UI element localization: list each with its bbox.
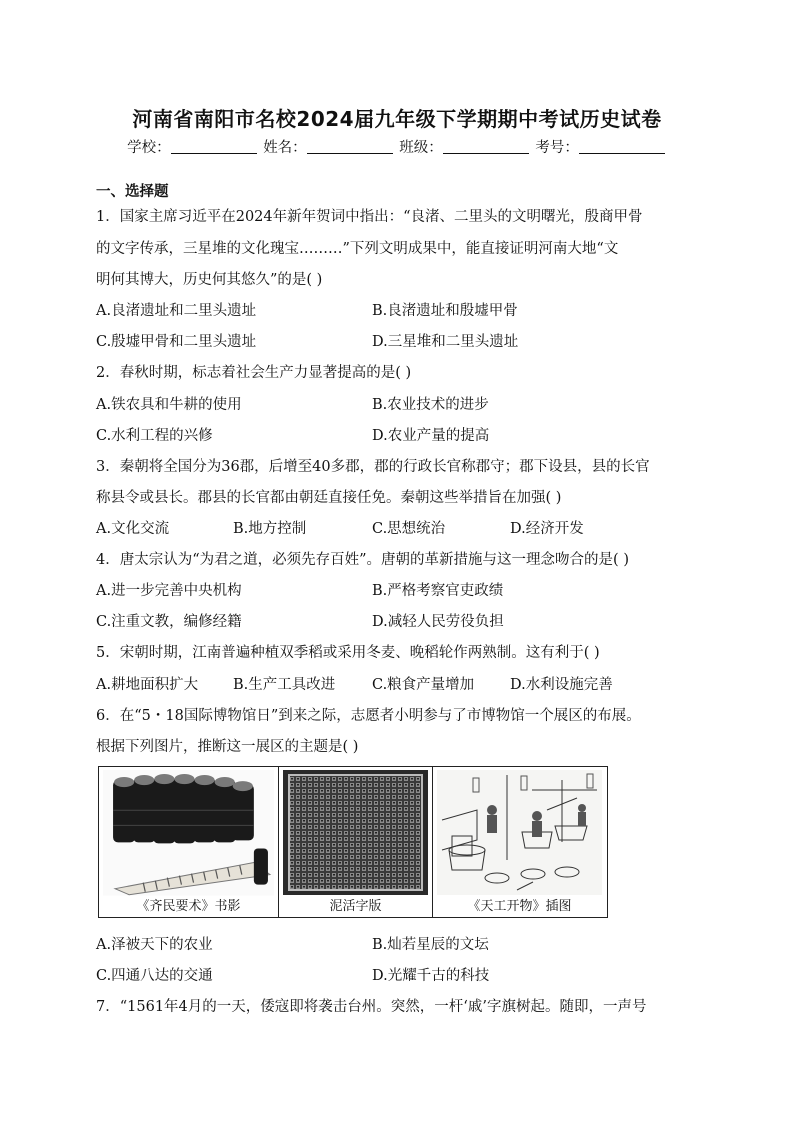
- number-blank: [579, 139, 665, 154]
- figure-panel-qiminyaoshu: [99, 767, 279, 917]
- q3-option-b: B.地方控制: [233, 521, 307, 537]
- name-label: 姓名：: [263, 140, 307, 156]
- q1-line3: 明何其博大，历史何其悠久”的是( ): [96, 272, 323, 288]
- q4-line1: 4．唐太宗认为“为君之道，必须先存百姓”。唐朝的革新措施与这一理念吻合的是( ): [96, 552, 629, 568]
- figure-panel-tiangong: [433, 767, 606, 917]
- school-label: 学校：: [127, 140, 171, 156]
- q6-line2: 根据下列图片，推断这一展区的主题是( ): [96, 739, 359, 755]
- school-blank: [171, 139, 257, 154]
- q6-line1: 6．在“5・18国际博物馆日”到来之际，志愿者小明参与了市博物馆一个展区的布展。: [96, 708, 641, 724]
- q6-figure: [98, 766, 608, 918]
- section-heading: 一、选择题: [96, 184, 169, 200]
- number-label: 考号：: [535, 140, 579, 156]
- caption-qiminyaoshu: 《齐民要术》书影: [136, 899, 241, 914]
- q5-option-c: C.粮食产量增加: [372, 677, 475, 693]
- q2-option-b: B.农业技术的进步: [372, 397, 489, 413]
- q1-option-b: B.良渚遗址和殷墟甲骨: [372, 303, 518, 319]
- q1-line1: 1．国家主席习近平在2024年新年贺词中指出：“良渚、二里头的文明曙光，殷商甲骨: [96, 209, 643, 225]
- q3-line2: 称县令或县长。郡县的长官都由朝廷直接任免。秦朝这些举措旨在加强( ): [96, 490, 562, 506]
- q4-option-b: B.严格考察官吏政绩: [372, 583, 504, 599]
- q2-option-d: D.农业产量的提高: [372, 428, 490, 444]
- q1-option-a: A.良渚遗址和二里头遗址: [96, 303, 257, 319]
- q4-option-d: D.减轻人民劳役负担: [372, 614, 504, 630]
- class-blank: [443, 139, 529, 154]
- caption-tiangong: 《天工开物》插图: [467, 899, 572, 914]
- q5-option-a: A.耕地面积扩大: [96, 677, 199, 693]
- scroll-books-image: [103, 770, 274, 896]
- q4-option-a: A.进一步完善中央机构: [96, 583, 242, 599]
- q5-line1: 5．宋朝时期，江南普遍种植双季稻或采用冬麦、晚稻轮作两熟制。这有利于( ): [96, 645, 600, 661]
- q1-option-d: D.三星堆和二里头遗址: [372, 334, 519, 350]
- q7-line1: 7．“1561年4月的一天，倭寇即将袭击台州。突然，一杆‘戚’字旗树起。随即，一声号: [96, 999, 647, 1015]
- name-blank: [307, 139, 393, 154]
- q1-line2: 的文字传承，三星堆的文化瑰宝………”下列文明成果中，能直接证明河南大地“文: [96, 241, 619, 257]
- q3-option-d: D.经济开发: [510, 521, 584, 537]
- caption-clay-type: 泥活字版: [329, 899, 382, 914]
- exam-title: 河南省南阳市名校2024届九年级下学期期中考试历史试卷: [132, 107, 662, 131]
- q4-option-c: C.注重文教，编修经籍: [96, 614, 242, 630]
- q3-line1: 3．秦朝将全国分为36郡，后增至40多郡，郡的行政长官称郡守；郡下设县，县的长官: [96, 459, 650, 475]
- q6-option-c: C.四通八达的交通: [96, 968, 213, 984]
- clay-type-image: [283, 770, 428, 895]
- q6-option-d: D.光耀千古的科技: [372, 968, 490, 984]
- q3-option-a: A.文化交流: [96, 521, 170, 537]
- q2-option-a: A.铁农具和牛耕的使用: [96, 397, 242, 413]
- student-info-row: [0, 136, 794, 157]
- q6-option-b: B.灿若星辰的文坛: [372, 937, 489, 953]
- figure-panel-clay-type: [279, 767, 433, 917]
- q5-option-b: B.生产工具改进: [233, 677, 336, 693]
- q3-option-c: C.思想统治: [372, 521, 446, 537]
- q2-option-c: C.水利工程的兴修: [96, 428, 213, 444]
- q2-line1: 2．春秋时期，标志着社会生产力显著提高的是( ): [96, 365, 412, 381]
- class-label: 班级：: [399, 140, 443, 156]
- tiangong-illustration: [437, 770, 602, 895]
- q5-option-d: D.水利设施完善: [510, 677, 613, 693]
- q6-option-a: A.泽被天下的农业: [96, 937, 213, 953]
- q1-option-c: C.殷墟甲骨和二里头遗址: [96, 334, 257, 350]
